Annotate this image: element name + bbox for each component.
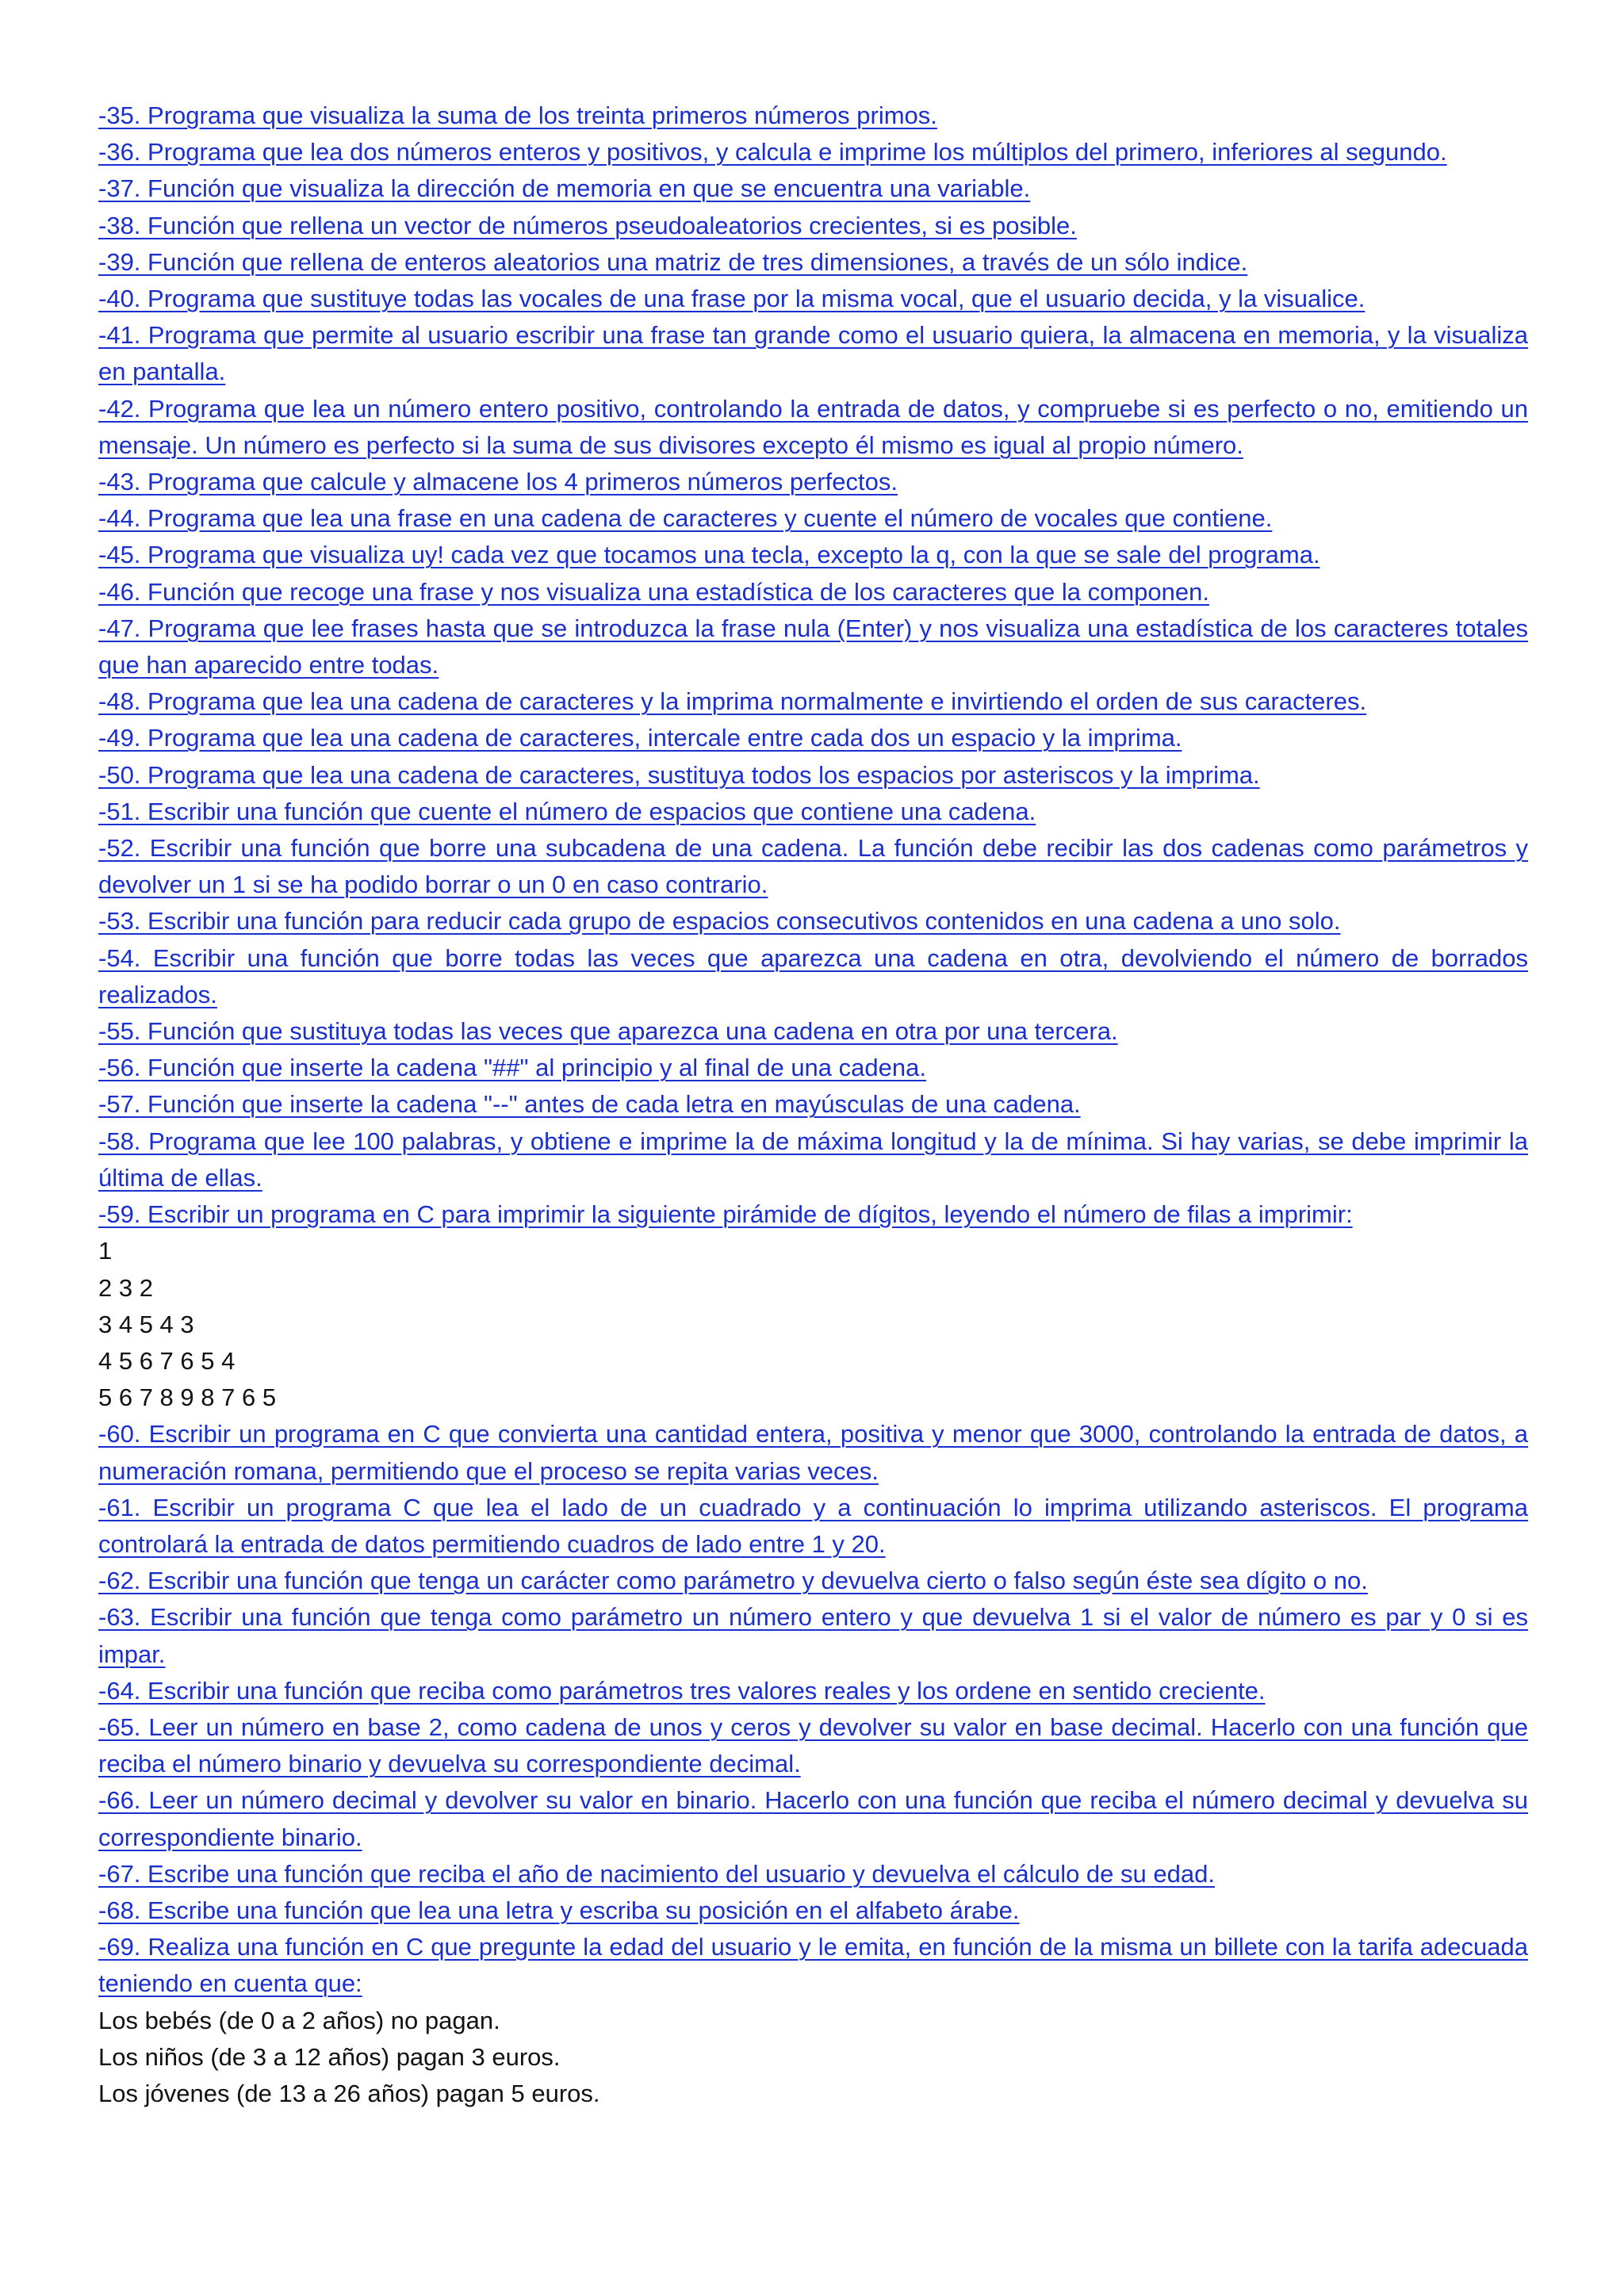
tariff-youth: Los jóvenes (de 13 a 26 años) pagan 5 euros.	[98, 2079, 600, 2107]
exercise-41-link[interactable]: -41. Programa que permite al usuario escribir una frase tan grande como el usuario quiera, la almacena en memoria, y la visualiza en pantalla.	[98, 321, 1528, 386]
exercise-43	[98, 464, 1528, 500]
exercise-40	[98, 281, 1528, 317]
exercise-38	[98, 208, 1528, 244]
exercise-37	[98, 170, 1528, 207]
exercise-47-link[interactable]: -47. Programa que lee frases hasta que se introduzca la frase nula (Enter) y nos visualiza una estadística de los caracteres totales que han aparecido entre todas.	[98, 614, 1528, 679]
tariff-babies: Los bebés (de 0 a 2 años) no pagan.	[98, 2006, 500, 2034]
exercise-65-link[interactable]: -65. Leer un número en base 2, como cadena de unos y ceros y devolver su valor en base decimal. Hacerlo con una función que reciba el número binario y devuelva su correspondiente decimal.	[98, 1712, 1528, 1778]
exercise-58	[98, 1123, 1528, 1196]
document-page	[98, 98, 1528, 2112]
exercise-57	[98, 1086, 1528, 1123]
exercise-64-link[interactable]: -64. Escribir una función que reciba como parámetros tres valores reales y los ordene en sentido creciente.	[98, 1676, 1266, 1705]
exercise-40-link[interactable]: -40. Programa que sustituye todas las vocales de una frase por la misma vocal, que el usuario decida, y la visualice.	[98, 285, 1365, 313]
exercise-44	[98, 500, 1528, 537]
exercise-51-link[interactable]: -51. Escribir una función que cuente el número de espacios que contiene una cadena.	[98, 797, 1036, 825]
exercise-list-part1	[98, 98, 1528, 1233]
exercise-64	[98, 1673, 1528, 1709]
exercise-51	[98, 794, 1528, 830]
exercise-68-link[interactable]: -68. Escribe una función que lea una letra y escriba su posición en el alfabeto árabe.	[98, 1896, 1020, 1924]
exercise-43-link[interactable]: -43. Programa que calcule y almacene los 4 primeros números perfectos.	[98, 468, 898, 496]
exercise-62	[98, 1563, 1528, 1599]
exercise-42	[98, 391, 1528, 464]
exercise-57-link[interactable]: -57. Función que inserte la cadena "--" antes de cada letra en mayúsculas de una cadena.	[98, 1090, 1081, 1119]
exercise-52	[98, 830, 1528, 903]
exercise-39	[98, 244, 1528, 281]
digit-pyramid	[98, 1233, 1528, 1416]
exercise-61	[98, 1490, 1528, 1563]
tariff-list	[98, 2003, 1528, 2113]
pyramid-row-2: 2 3 2	[98, 1273, 153, 1302]
exercise-66-link[interactable]: -66. Leer un número decimal y devolver su valor en binario. Hacerlo con una función que reciba el número decimal y devuelva su correspondiente binario.	[98, 1786, 1528, 1851]
pyramid-row-4: 4 5 6 7 6 5 4	[98, 1346, 236, 1375]
exercise-65	[98, 1709, 1528, 1782]
exercise-62-link[interactable]: -62. Escribir una función que tenga un carácter como parámetro y devuelva cierto o falso según éste sea dígito o no.	[98, 1567, 1368, 1595]
exercise-68	[98, 1892, 1528, 1929]
exercise-69-link[interactable]: -69. Realiza una función en C que pregunte la edad del usuario y le emita, en función de la misma un billete con la tarifa adecuada teniendo en cuenta que:	[98, 1933, 1528, 1998]
exercise-66	[98, 1782, 1528, 1855]
exercise-36-link[interactable]: -36. Programa que lea dos números enteros y positivos, y calcula e imprime los múltiplos del primero, inferiores al segundo.	[98, 138, 1447, 166]
pyramid-row-3: 3 4 5 4 3	[98, 1310, 194, 1338]
exercise-63	[98, 1599, 1528, 1672]
exercise-41	[98, 317, 1528, 390]
exercise-53-link[interactable]: -53. Escribir una función para reducir cada grupo de espacios consecutivos contenidos en una cadena a uno solo.	[98, 907, 1341, 936]
exercise-59	[98, 1196, 1528, 1233]
exercise-53	[98, 903, 1528, 939]
exercise-45-link[interactable]: -45. Programa que visualiza uy! cada vez que tocamos una tecla, excepto la q, con la que se sale del programa.	[98, 541, 1320, 569]
exercise-50	[98, 757, 1528, 794]
exercise-44-link[interactable]: -44. Programa que lea una frase en una cadena de caracteres y cuente el número de vocales que contiene.	[98, 504, 1273, 533]
exercise-54-link[interactable]: -54. Escribir una función que borre todas las veces que aparezca una cadena en otra, devolviendo el número de borrados realizados.	[98, 943, 1528, 1008]
tariff-children: Los niños (de 3 a 12 años) pagan 3 euros.	[98, 2042, 561, 2071]
exercise-50-link[interactable]: -50. Programa que lea una cadena de caracteres, sustituya todos los espacios por asteriscos y la imprima.	[98, 760, 1260, 789]
exercise-35-link[interactable]: -35. Programa que visualiza la suma de los treinta primeros números primos.	[98, 101, 937, 129]
exercise-42-link[interactable]: -42. Programa que lea un número entero positivo, controlando la entrada de datos, y compruebe si es perfecto o no, emitiendo un mensaje. Un número es perfecto si la suma de sus divisores excepto él mismo es igual al propio número.	[98, 394, 1528, 459]
pyramid-row-1: 1	[98, 1237, 113, 1265]
pyramid-row-5: 5 6 7 8 9 8 7 6 5	[98, 1383, 277, 1412]
exercise-58-link[interactable]: -58. Programa que lee 100 palabras, y obtiene e imprime la de máxima longitud y la de mínima. Si hay varias, se debe imprimir la última de ellas.	[98, 1127, 1528, 1192]
exercise-48-link[interactable]: -48. Programa que lea una cadena de caracteres y la imprima normalmente e invirtiendo el orden de sus caracteres.	[98, 687, 1367, 716]
exercise-46	[98, 574, 1528, 610]
exercise-63-link[interactable]: -63. Escribir una función que tenga como parámetro un número entero y que devuelva 1 si el valor de número es par y 0 si es impar.	[98, 1603, 1528, 1668]
exercise-60	[98, 1416, 1528, 1489]
exercise-61-link[interactable]: -61. Escribir un programa C que lea el lado de un cuadrado y a continuación lo imprima utilizando asteriscos. El programa controlará la entrada de datos permitiendo cuadros de lado entre 1 y 20.	[98, 1493, 1528, 1558]
exercise-55	[98, 1013, 1528, 1050]
exercise-59-link[interactable]: -59. Escribir un programa en C para imprimir la siguiente pirámide de dígitos, leyendo el número de filas a imprimir:	[98, 1200, 1353, 1229]
exercise-69	[98, 1929, 1528, 2002]
exercise-46-link[interactable]: -46. Función que recoge una frase y nos visualiza una estadística de los caracteres que la componen.	[98, 577, 1209, 606]
exercise-60-link[interactable]: -60. Escribir un programa en C que convierta una cantidad entera, positiva y menor que 3000, controlando la entrada de datos, a numeración romana, permitiendo que el proceso se repita varias veces.	[98, 1420, 1528, 1485]
exercise-38-link[interactable]: -38. Función que rellena un vector de números pseudoaleatorios crecientes, si es posible.	[98, 211, 1077, 239]
exercise-56	[98, 1050, 1528, 1086]
exercise-55-link[interactable]: -55. Función que sustituya todas las veces que aparezca una cadena en otra por una tercera.	[98, 1017, 1118, 1046]
exercise-54	[98, 940, 1528, 1013]
exercise-45	[98, 537, 1528, 573]
exercise-36	[98, 134, 1528, 170]
exercise-37-link[interactable]: -37. Función que visualiza la dirección de memoria en que se encuentra una variable.	[98, 174, 1031, 203]
exercise-67	[98, 1856, 1528, 1892]
exercise-49-link[interactable]: -49. Programa que lea una cadena de caracteres, intercale entre cada dos un espacio y la imprima.	[98, 724, 1182, 752]
exercise-52-link[interactable]: -52. Escribir una función que borre una subcadena de una cadena. La función debe recibir las dos cadenas como parámetros y devolver un 1 si se ha podido borrar o un 0 en caso contrario.	[98, 834, 1528, 899]
exercise-list-part2	[98, 1416, 1528, 2002]
exercise-39-link[interactable]: -39. Función que rellena de enteros aleatorios una matriz de tres dimensiones, a través de un sólo indice.	[98, 247, 1248, 276]
exercise-48	[98, 683, 1528, 720]
exercise-49	[98, 720, 1528, 756]
exercise-56-link[interactable]: -56. Función que inserte la cadena "##" al principio y al final de una cadena.	[98, 1054, 926, 1082]
exercise-67-link[interactable]: -67. Escribe una función que reciba el año de nacimiento del usuario y devuelva el cálculo de su edad.	[98, 1859, 1215, 1888]
exercise-35	[98, 98, 1528, 134]
exercise-47	[98, 610, 1528, 683]
